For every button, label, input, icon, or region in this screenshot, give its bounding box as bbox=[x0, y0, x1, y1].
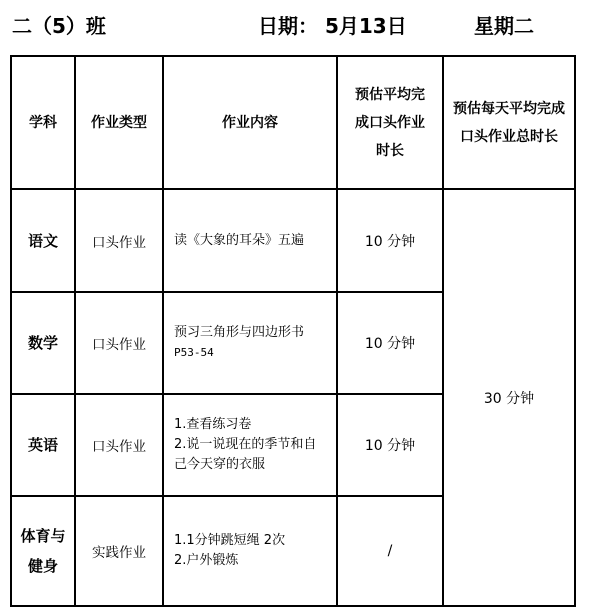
subject-cell bbox=[11, 189, 75, 292]
time-cell: 10 分钟 bbox=[337, 189, 443, 292]
subject-cell bbox=[11, 394, 75, 496]
header-total-time-line: 口头作业总时长 bbox=[460, 128, 558, 145]
header-total-time bbox=[443, 56, 575, 189]
page-header bbox=[0, 0, 592, 52]
subject-cell bbox=[11, 496, 75, 606]
header-type: 作业类型 bbox=[75, 56, 163, 189]
table-row bbox=[11, 189, 575, 292]
header-avg-time-line: 成口头作业 bbox=[355, 114, 425, 131]
total-time-cell: 30 分钟 bbox=[443, 189, 575, 606]
content-cell bbox=[163, 394, 337, 496]
subject-label: 健身 bbox=[27, 557, 58, 575]
content-cell bbox=[163, 292, 337, 394]
type-cell: 口头作业 bbox=[75, 189, 163, 292]
header-avg-time-line: 时长 bbox=[376, 142, 404, 159]
content-line: 1.查看练习卷 bbox=[174, 417, 252, 432]
content-line: 2.户外锻炼 bbox=[174, 553, 239, 568]
header-avg-time-line: 预估平均完 bbox=[355, 86, 425, 103]
subject-label: 数学 bbox=[27, 334, 58, 352]
subject-label: 语文 bbox=[27, 231, 58, 250]
time-cell: / bbox=[337, 496, 443, 606]
header-avg-time bbox=[337, 56, 443, 189]
content-page-ref: P53-54 bbox=[174, 346, 214, 359]
content-line: 2.说一说现在的季节和自 bbox=[174, 437, 317, 452]
content-line: 预习三角形与四边形书 bbox=[174, 325, 305, 340]
header-content: 作业内容 bbox=[163, 56, 337, 189]
weekday-label: 星期二 bbox=[474, 14, 534, 38]
date-label: 日期： 5月13日 bbox=[258, 14, 407, 38]
class-label: 二（5）班 bbox=[12, 14, 106, 38]
header-row bbox=[11, 56, 575, 189]
time-cell: 10 分钟 bbox=[337, 394, 443, 496]
content-line: 读《大象的耳朵》五遍 bbox=[174, 232, 305, 248]
content-cell bbox=[163, 496, 337, 606]
content-line: 1.1分钟跳短绳 2次 bbox=[174, 533, 286, 548]
content-line: 己今天穿的衣服 bbox=[174, 457, 266, 472]
subject-label: 体育与 bbox=[20, 527, 66, 545]
type-cell: 实践作业 bbox=[75, 496, 163, 606]
subject-cell bbox=[11, 292, 75, 394]
homework-table bbox=[10, 55, 576, 607]
subject-label: 英语 bbox=[27, 436, 58, 454]
type-cell: 口头作业 bbox=[75, 292, 163, 394]
time-cell: 10 分钟 bbox=[337, 292, 443, 394]
header-total-time-line: 预估每天平均完成 bbox=[453, 100, 565, 117]
type-cell: 口头作业 bbox=[75, 394, 163, 496]
header-subject: 学科 bbox=[11, 56, 75, 189]
content-cell bbox=[163, 189, 337, 292]
